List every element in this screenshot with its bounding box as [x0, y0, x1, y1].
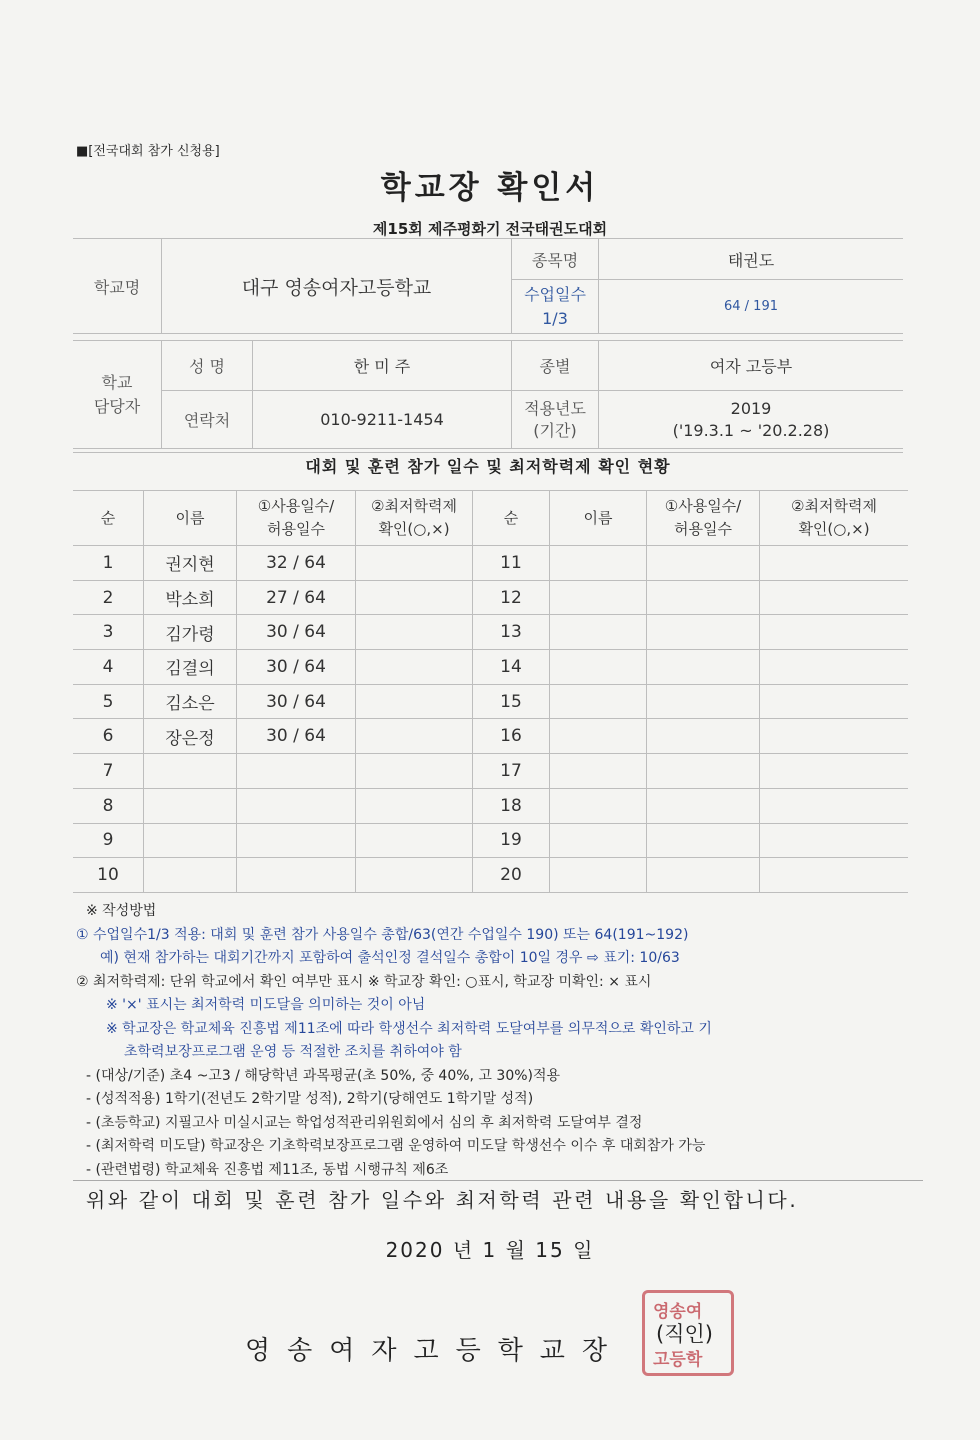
row-days-2 — [647, 546, 760, 581]
col-min-b-2: 확인(○,×) — [798, 520, 870, 538]
col-min — [356, 491, 473, 546]
row-name: 권지현 — [144, 546, 237, 581]
divider — [73, 1180, 923, 1181]
table-row — [73, 823, 908, 858]
row-name — [144, 788, 237, 823]
official-seal: 영송여 고등학 — [642, 1290, 734, 1376]
form-type-tag: ■[전국대회 참가 신청용] — [76, 144, 220, 159]
row-days-2 — [647, 684, 760, 719]
row-no-2: 18 — [473, 788, 550, 823]
class-days-label-2: 1/3 — [542, 308, 568, 328]
row-min-check — [356, 788, 473, 823]
row-no: 3 — [73, 615, 144, 650]
note-line-7: - (대상/기준) 초4 ~고3 / 해당학년 과목평균(초 50%, 중 40%, 고 30%)적용 — [86, 1067, 561, 1084]
row-name-2 — [550, 615, 647, 650]
col-min-2: 확인(○,×) — [378, 520, 450, 538]
row-min-check — [356, 580, 473, 615]
row-name — [144, 858, 237, 893]
row-days-2 — [647, 650, 760, 685]
row-name: 박소희 — [144, 580, 237, 615]
row-min-check — [356, 650, 473, 685]
year-label-1: 적용년도 — [524, 398, 586, 418]
row-no-2: 13 — [473, 615, 550, 650]
row-no-2: 19 — [473, 823, 550, 858]
row-days-2 — [647, 615, 760, 650]
row-min-check-2 — [760, 650, 909, 685]
note-line-5: ※ 학교장은 학교체육 진흥법 제11조에 따라 학생선수 최저학력 도달여부를 의무적으로 확인하고 기 — [106, 1020, 712, 1037]
row-name: 김소은 — [144, 684, 237, 719]
row-name: 김결의 — [144, 650, 237, 685]
table-header-row — [73, 491, 908, 546]
row-min-check — [356, 615, 473, 650]
row-min-check-2 — [760, 823, 909, 858]
event-subtitle: 제15회 제주평화기 전국태권도대회 — [372, 220, 608, 238]
section-title: 대회 및 훈련 참가 일수 및 최저학력제 확인 현황 — [73, 452, 903, 491]
row-min-check-2 — [760, 546, 909, 581]
row-name-2 — [550, 858, 647, 893]
name-value: 한 미 주 — [253, 341, 512, 391]
row-name — [144, 823, 237, 858]
row-name-2 — [550, 754, 647, 789]
row-no-2: 11 — [473, 546, 550, 581]
table-row — [73, 754, 908, 789]
col-days-b — [647, 491, 760, 546]
row-days: 30 / 64 — [237, 719, 356, 754]
row-no: 5 — [73, 684, 144, 719]
row-no-2: 15 — [473, 684, 550, 719]
confirmation-text: 위와 같이 대회 및 훈련 참가 일수와 최저학력 관련 내용을 확인합니다. — [86, 1188, 799, 1212]
participation-table — [73, 490, 908, 893]
row-min-check-2 — [760, 754, 909, 789]
row-days-2 — [647, 823, 760, 858]
row-days-2 — [647, 788, 760, 823]
row-no: 9 — [73, 823, 144, 858]
year-label — [512, 391, 599, 449]
col-no-2: 순 — [473, 491, 550, 546]
row-no: 10 — [73, 858, 144, 893]
seal-mark: (직인) — [656, 1322, 713, 1346]
row-days: 30 / 64 — [237, 650, 356, 685]
event-value: 태권도 — [599, 239, 904, 280]
row-no: 6 — [73, 719, 144, 754]
col-days-b-1: ①사용일수/ — [664, 497, 742, 515]
row-no-2: 12 — [473, 580, 550, 615]
row-no-2: 16 — [473, 719, 550, 754]
class-days-value: 64 / 191 — [599, 280, 904, 334]
division-value: 여자 고등부 — [599, 341, 904, 391]
col-name: 이름 — [144, 491, 237, 546]
row-name-2 — [550, 788, 647, 823]
col-name-2: 이름 — [550, 491, 647, 546]
row-min-check — [356, 858, 473, 893]
event-label: 종목명 — [512, 239, 599, 280]
row-name-2 — [550, 719, 647, 754]
division-label: 종별 — [512, 341, 599, 391]
manager-label — [73, 341, 162, 449]
col-days-1: ①사용일수/ — [257, 497, 335, 515]
contact-label: 연락처 — [162, 391, 253, 449]
year-value — [599, 391, 904, 449]
row-no: 7 — [73, 754, 144, 789]
row-no: 2 — [73, 580, 144, 615]
school-name: 대구 영송여자고등학교 — [162, 239, 512, 334]
row-min-check-2 — [760, 858, 909, 893]
table-row — [73, 684, 908, 719]
year-label-2: (기간) — [533, 420, 577, 440]
row-name — [144, 754, 237, 789]
row-days-2 — [647, 858, 760, 893]
row-min-check — [356, 546, 473, 581]
row-no: 8 — [73, 788, 144, 823]
row-no-2: 20 — [473, 858, 550, 893]
col-days — [237, 491, 356, 546]
note-line-8: - (성적적용) 1학기(전년도 2학기말 성적), 2학기(당해연도 1학기말 성적) — [86, 1091, 534, 1107]
row-no-2: 14 — [473, 650, 550, 685]
row-name: 장은정 — [144, 719, 237, 754]
row-no-2: 17 — [473, 754, 550, 789]
row-min-check — [356, 719, 473, 754]
contact-value: 010-9211-1454 — [253, 391, 512, 449]
table-row — [73, 788, 908, 823]
table-row — [73, 546, 908, 581]
note-line-2: 예) 현재 참가하는 대회기간까지 포함하여 출석인정 결석일수 총합이 10일 경우 ⇨ 표기: 10/63 — [100, 950, 680, 966]
year-value-2: ('19.3.1 ~ '20.2.28) — [672, 420, 830, 440]
year-value-1: 2019 — [730, 398, 772, 418]
note-line-10: - (최저학력 미도달) 학교장은 기초학력보장프로그램 운영하여 미도달 학생선수 이수 후 대회참가 가능 — [86, 1138, 706, 1154]
manager-label-1: 학교 — [101, 372, 133, 392]
col-days-2: 허용일수 — [267, 520, 325, 538]
row-days-2 — [647, 719, 760, 754]
row-min-check-2 — [760, 788, 909, 823]
row-days: 27 / 64 — [237, 580, 356, 615]
row-no: 4 — [73, 650, 144, 685]
instructions — [76, 900, 936, 1182]
row-days — [237, 823, 356, 858]
row-min-check-2 — [760, 719, 909, 754]
row-min-check-2 — [760, 580, 909, 615]
row-name-2 — [550, 684, 647, 719]
row-min-check — [356, 823, 473, 858]
table-row — [73, 650, 908, 685]
row-days: 32 / 64 — [237, 546, 356, 581]
manager-label-2: 담당자 — [93, 396, 141, 416]
note-line-3: ② 최저학력제: 단위 학교에서 확인 여부만 표시 ※ 학교장 확인: ○표시, 학교장 미확인: × 표시 — [76, 973, 652, 990]
class-days-label — [512, 280, 599, 334]
note-line-4: ※ '×' 표시는 최저학력 미도달을 의미하는 것이 아님 — [106, 997, 426, 1013]
note-line-1: ① 수업일수1/3 적용: 대회 및 훈련 참가 사용일수 총합/63(연간 수업일수 190) 또는 64(191~192) — [76, 926, 689, 943]
col-min-b — [760, 491, 909, 546]
note-line-6: 초학력보장프로그램 운영 등 적절한 조치를 취하여야 함 — [124, 1044, 462, 1060]
col-no: 순 — [73, 491, 144, 546]
row-min-check — [356, 684, 473, 719]
row-days-2 — [647, 580, 760, 615]
class-days-label-1: 수업일수 — [524, 284, 586, 304]
table-row — [73, 719, 908, 754]
table-row — [73, 580, 908, 615]
row-name-2 — [550, 823, 647, 858]
document-title: 학교장 확인서 — [380, 170, 600, 206]
table-row — [73, 858, 908, 893]
row-days — [237, 788, 356, 823]
row-days: 30 / 64 — [237, 615, 356, 650]
row-name-2 — [550, 650, 647, 685]
note-line-9: - (초등학교) 지필고사 미실시교는 학업성적관리위원회에서 심의 후 최저학력 도달여부 결정 — [86, 1114, 643, 1131]
info-table — [73, 238, 903, 449]
row-name: 김가령 — [144, 615, 237, 650]
row-days — [237, 754, 356, 789]
row-name-2 — [550, 580, 647, 615]
row-days — [237, 858, 356, 893]
issue-date: 2020 년 1 월 15 일 — [385, 1238, 595, 1262]
row-no: 1 — [73, 546, 144, 581]
row-days-2 — [647, 754, 760, 789]
note-line-11: - (관련법령) 학교체육 진흥법 제11조, 동법 시행규칙 제6조 — [86, 1161, 449, 1178]
row-min-check-2 — [760, 684, 909, 719]
col-days-b-2: 허용일수 — [674, 520, 732, 538]
name-label: 성 명 — [162, 341, 253, 391]
col-min-1: ②최저학력제 — [371, 497, 457, 515]
principal-name: 영송여자고등학교장 — [245, 1336, 625, 1366]
col-min-b-1: ②최저학력제 — [791, 497, 877, 515]
row-min-check-2 — [760, 615, 909, 650]
table-row — [73, 615, 908, 650]
notes-heading: ※ 작성방법 — [86, 903, 157, 919]
school-label: 학교명 — [73, 239, 162, 334]
row-days: 30 / 64 — [237, 684, 356, 719]
row-name-2 — [550, 546, 647, 581]
row-min-check — [356, 754, 473, 789]
